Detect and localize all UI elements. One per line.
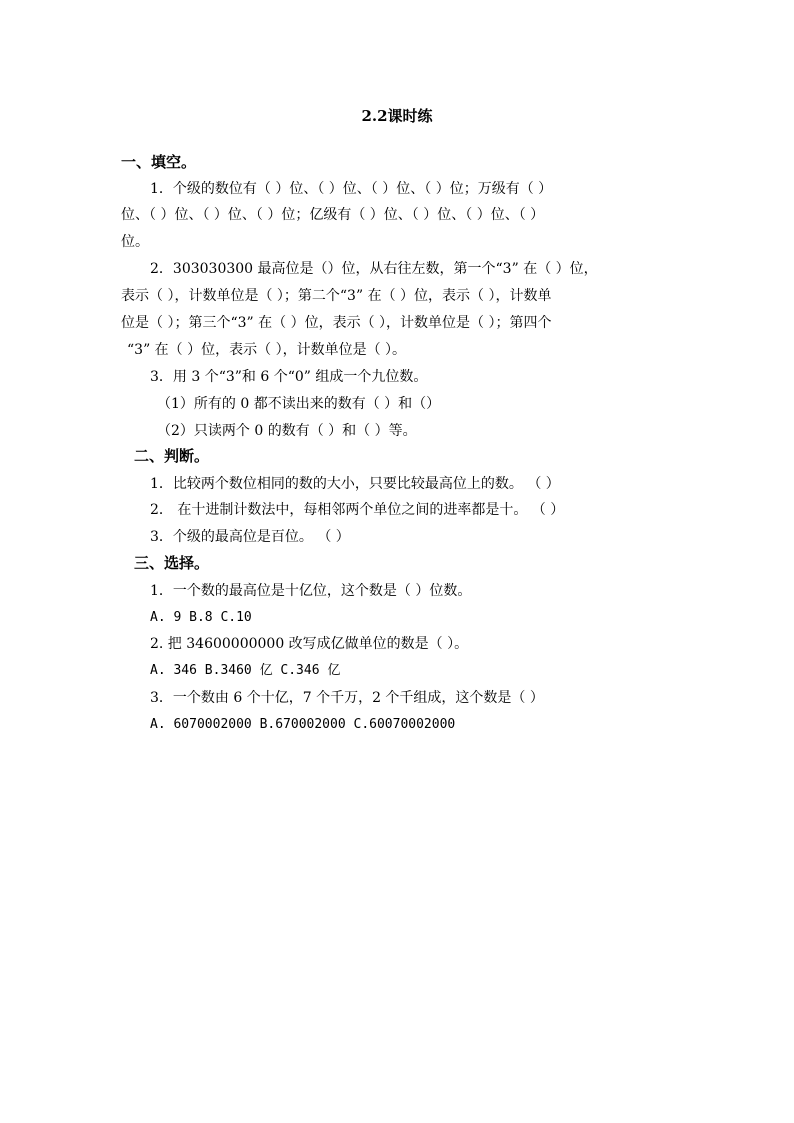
fill-q2-line2: 表示（ ），计数单位是（ ）；第二个“3” 在（ ）位，表示（ ），计数单 [121, 288, 552, 304]
document-title: 2.2课时练 [361, 107, 433, 125]
section-fill-in-heading: 一、填空。 [121, 153, 197, 171]
judge-q1: 1．比较两个数位相同的数的大小，只要比较最高位上的数。 （ ） [150, 476, 560, 492]
judge-q2: 2． 在十进制计数法中，每相邻两个单位之间的进率都是十。 （ ） [150, 502, 565, 518]
fill-q3-sub2: （2）只读两个 0 的数有（ ）和（ ）等。 [157, 423, 417, 439]
section-choice-heading: 三、选择。 [134, 554, 210, 572]
fill-q1-line2: 位、（ ）位、（ ）位、（ ）位；亿级有（ ）位、（ ）位、（ ）位、（ ） [121, 207, 545, 223]
fill-q2-line3: 位是（ ）；第三个“3” 在（ ）位，表示（ ），计数单位是（ ）；第四个 [121, 315, 552, 331]
choice-q2-options: A. 346 B.3460 亿 C.346 亿 [150, 663, 341, 678]
judge-q3: 3．个级的最高位是百位。 （ ） [150, 529, 350, 545]
choice-q3-options: A. 6070002000 B.670002000 C.60070002000 [150, 717, 456, 732]
choice-q2: 2. 把 34600000000 改写成亿做单位的数是（ ）。 [150, 636, 469, 652]
fill-q1-line3: 位。 [121, 234, 149, 250]
choice-q1: 1．一个数的最高位是十亿位，这个数是（ ）位数。 [150, 583, 472, 599]
fill-q1-line1: 1．个级的数位有（ ）位、（ ）位、（ ）位、（ ）位；万级有（ ） [150, 181, 553, 197]
fill-q2-line1: 2．303030300 最高位是（）位，从右往左数，第一个“3” 在（ ）位， [150, 261, 598, 277]
fill-q3-line1: 3．用 3 个“3”和 6 个“0” 组成一个九位数。 [150, 369, 428, 385]
fill-q2-line4: “3” 在（ ）位，表示（ ），计数单位是（ ）。 [127, 342, 407, 358]
fill-q3-sub1: （1）所有的 0 都不读出来的数有（ ）和（） [157, 396, 441, 412]
choice-q3: 3．一个数由 6 个十亿，7 个千万，2 个千组成，这个数是（ ） [150, 690, 544, 706]
choice-q1-options: A. 9 B.8 C.10 [150, 610, 252, 625]
section-judge-heading: 二、判断。 [134, 447, 210, 465]
